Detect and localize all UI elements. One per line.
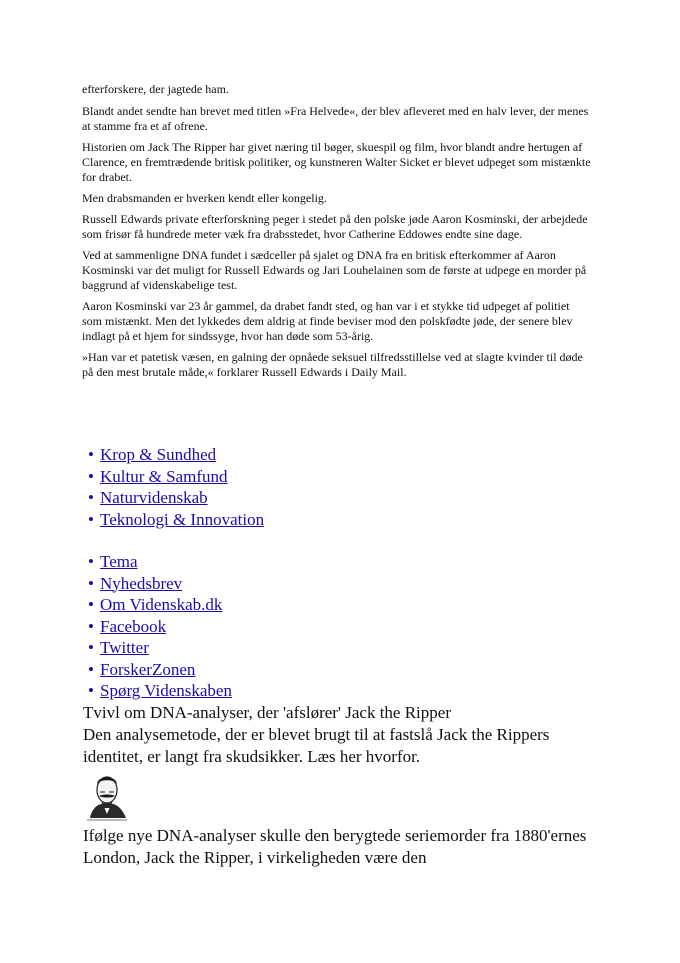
article-paragraph: Historien om Jack The Ripper har givet næring til bøger, skuespil og film, hvor blandt andre hertugen af Clarence, en fremtrædende britisk politiker, og kunstneren Walter Sicket er blevet udpeget som mistænkte for drabet. [82,140,591,184]
bullet-icon: • [88,616,94,636]
article-paragraph: efterforskere, der jagtede ham. [82,82,229,96]
nav-item-nyhedsbrev [88,573,232,595]
nav-item-tema [88,551,232,573]
nav-link-tema[interactable]: Tema [100,552,138,571]
site-nav [88,551,232,702]
bullet-icon: • [88,638,94,657]
nav-item-krop-sundhed [88,444,264,466]
related-lead: Ifølge nye DNA-analyser skulle den berygtede seriemorder fra 1880'ernes London, Jack the Ripper, i virkeligheden være den [83,826,587,867]
bullet-icon: • [88,659,94,679]
portrait-image [82,770,132,822]
nav-link-nyhedsbrev[interactable]: Nyhedsbrev [100,573,183,593]
nav-link-naturvidenskab[interactable]: Naturvidenskab [100,488,208,507]
nav-link-spoerg-videnskaben[interactable]: Spørg Videnskaben [100,681,232,700]
bullet-icon: • [88,445,94,464]
nav-item-teknologi-innovation [88,509,264,531]
article-paragraph: Men drabsmanden er hverken kendt eller kongelig. [82,191,327,205]
nav-link-teknologi-innovation[interactable]: Teknologi & Innovation [100,509,265,529]
bullet-icon: • [88,573,94,593]
bullet-icon: • [88,552,94,571]
nav-link-krop-sundhed[interactable]: Krop & Sundhed [100,445,217,464]
bullet-icon: • [88,466,94,486]
nav-item-forskerzonen [88,659,232,681]
nav-link-facebook[interactable]: Facebook [100,616,167,636]
nav-item-twitter [88,637,232,659]
article-paragraph: Blandt andet sendte han brevet med titlen »Fra Helvede«, der blev afleveret med en halv lever, der menes at stamme fra et af ofrene. [82,104,589,133]
nav-link-om-videnskab[interactable]: Om Videnskab.dk [100,595,223,614]
nav-link-forskerzonen[interactable]: ForskerZonen [100,659,196,679]
category-nav [88,444,264,530]
article-paragraph: »Han var et patetisk væsen, en galning der opnåede seksuel tilfredsstillelse ved at slagte kvinder til døde på den mest brutale måde,« forklarer Russell Edwards i Daily Mail. [82,350,583,379]
nav-item-om-videnskab [88,594,232,616]
bullet-icon: • [88,488,94,507]
nav-item-naturvidenskab [88,487,264,509]
nav-item-facebook [88,616,232,638]
related-teaser: Den analysemetode, der er blevet brugt til at fastslå Jack the Rippers identitet, er langt fra skudsikker. Læs her hvorfor. [83,725,550,766]
bullet-icon: • [88,509,94,529]
article-paragraph: Ved at sammenligne DNA fundet i sædceller på sjalet og DNA fra en britisk efterkommer af Aaron Kosminski var det muligt for Russell Edwards og Jari Louhelainen som de første at udpege en morder på baggrund af videnskabelige test. [82,248,587,292]
nav-link-twitter[interactable]: Twitter [100,638,149,657]
article-paragraph: Aaron Kosminski var 23 år gammel, da drabet fandt sted, og han var i et stykke tid udpeget af politiet som mistænkt. Men det lykkedes dem aldrig at finde beviser mod den polskfødte jøde, der senere blev indlagt på et hjem for sindssyge, hvor han døde som 53-årig. [82,299,573,343]
bullet-icon: • [88,595,94,614]
bullet-icon: • [88,681,94,700]
related-title[interactable]: Tvivl om DNA-analyser, der 'afslører' Jack the Ripper [83,703,451,722]
nav-item-kultur-samfund [88,466,264,488]
nav-link-kultur-samfund[interactable]: Kultur & Samfund [100,466,228,486]
article-paragraph: Russell Edwards private efterforskning peger i stedet på den polske jøde Aaron Kosminski, der arbejdede som frisør få hundrede meter væk fra drabsstedet, hvor Catherine Eddowes endte sine dage. [82,212,588,241]
article-body [82,82,592,386]
nav-item-spoerg-videnskaben [88,680,232,702]
